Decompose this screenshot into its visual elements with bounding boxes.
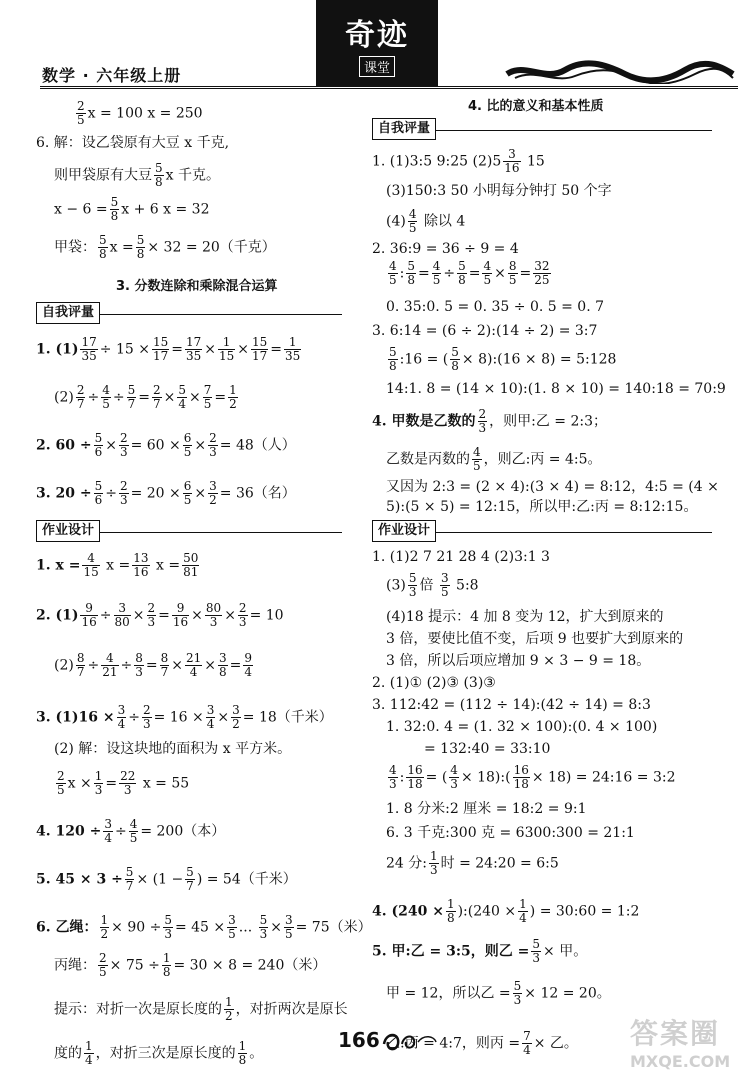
answer-line: 5. 45 × 3 ÷ $\frac{5}{7}$ × (1 − $\frac{5}{7}$ ) = 54（千米） [36, 865, 297, 893]
answer-line: 2. (1)① (2)③ (3)③ [372, 675, 496, 691]
answer-line: 14:1. 8 = (14 × 10):(1. 8 × 10) = 140:18 = 70:9 [386, 381, 726, 397]
answer-line: (3)150:3 50 小明每分钟打 50 个字 [386, 183, 612, 199]
answer-line: $\frac{5}{8}$ :16 = ( $\frac{5}{8}$ × 8):(16 × 8) = 5:128 [389, 345, 617, 373]
logo-main-text: 奇迹 [345, 17, 409, 53]
answer-line: 3. (1)16 × $\frac{3}{4}$ ÷ $\frac{2}{3}$ = 16 × $\frac{3}{4}$ × $\frac{3}{2}$ = 18（千米） [36, 703, 333, 731]
answer-line: 甲 = 12，所以乙 = $\frac{5}{3}$ × 12 = 20。 [386, 979, 611, 1007]
answer-line: 5):(5 × 5) = 12:15，所以甲:乙:丙 = 8:12:15。 [386, 499, 698, 515]
answer-line: 3 倍，所以后项应增加 9 × 3 − 9 = 18。 [386, 653, 651, 669]
answer-line: 4. 120 ÷ $\frac{3}{4}$ ÷ $\frac{4}{5}$ = 200（本） [36, 817, 226, 845]
answer-line: 丙绳： $\frac{2}{5}$ × 75 ÷ $\frac{1}{8}$ = 30 × 8 = 240（米） [54, 951, 327, 979]
answer-line: 1. 32:0. 4 = (1. 32 × 100):(0. 4 × 100) [386, 719, 658, 735]
answer-line: 4. (240 × $\frac{1}{8}$ ):(240 × $\frac{1}{4}$ ) = 30:60 = 1:2 [372, 897, 640, 925]
section-title: 4. 比的意义和基本性质 [468, 99, 604, 114]
answer-line: (4) $\frac{4}{5}$ 除以 4 [386, 207, 466, 235]
answer-line: 甲袋： $\frac{5}{8}$ x = $\frac{5}{8}$ × 32 = 20（千克） [54, 233, 276, 261]
answer-line: 3. 112:42 = (112 ÷ 14):(42 ÷ 14) = 8:3 [372, 697, 651, 713]
answer-line: 则甲袋原有大豆 $\frac{5}{8}$ x 千克。 [54, 161, 220, 189]
answer-line: 2. 36:9 = 36 ÷ 9 = 4 [372, 241, 519, 257]
answer-line: 度的 $\frac{1}{4}$ ，对折三次是原长度的 $\frac{1}{8}$ 。 [54, 1039, 264, 1067]
fraction: $\frac{2}{5}$ [77, 99, 85, 127]
section-title: 3. 分数连除和乘除混合运算 [116, 279, 278, 294]
page-ornament-icon [380, 1030, 440, 1054]
watermark [630, 1012, 740, 1074]
answer-line: 3. 6:14 = (6 ÷ 2):(14 ÷ 2) = 3:7 [372, 323, 598, 339]
answer-line: 1. x = $\frac{4}{15}$ x = $\frac{13}{16}$ x = $\frac{50}{81}$ [36, 551, 199, 579]
answer-line: 3 倍，要使比值不变，后项 9 也要扩大到原来的 [386, 631, 684, 647]
answer-line: 6. 3 千克:300 克 = 6300:300 = 21:1 [386, 825, 635, 841]
answer-line: 乙:丙 = 4:7，则丙 = $\frac{7}{4}$ × 乙。 [386, 1029, 578, 1057]
answer-line: 1. (1) $\frac{17}{35}$ ÷ 15 × $\frac{15}{17}$ = $\frac{17}{35}$ × $\frac{1}{15}$ × $\frac{15}{17}$ = $\frac{1}{35}$ [36, 335, 301, 363]
answer-line: $\frac{4}{5}$ : $\frac{5}{8}$ = $\frac{4}{5}$ ÷ $\frac{5}{8}$ = $\frac{4}{5}$ × $\frac{8}{5}$ = $\frac{32}{25}$ [389, 259, 550, 287]
watermark-url: MXQE.COM [630, 1052, 731, 1071]
self-eval-label: 自我评量 [36, 302, 100, 324]
answer-line: (2) $\frac{2}{7}$ ÷ $\frac{4}{5}$ ÷ $\frac{5}{7}$ = $\frac{2}{7}$ × $\frac{5}{4}$ × $\frac{7}{5}$ = $\frac{1}{2}$ [54, 383, 237, 411]
answer-line: 5. 甲:乙 = 3:5，则乙 = $\frac{5}{3}$ × 甲。 [372, 937, 588, 965]
answer-line: 4. 甲数是乙数的 $\frac{2}{3}$ ，则甲:乙 = 2:3； [372, 407, 608, 435]
answer-line: $\frac{2}{5}$ x = 100 x = 250 [77, 99, 203, 127]
answer-line: 乙数是丙数的 $\frac{4}{5}$ ，则乙:丙 = 4:5。 [386, 445, 602, 473]
header-rule [40, 86, 738, 89]
answer-line: 1. 8 分米:2 厘米 = 18:2 = 9:1 [386, 801, 587, 817]
subject-title: 数学 · 六年级上册 [42, 66, 182, 85]
answer-line: (2) $\frac{8}{7}$ ÷ $\frac{4}{21}$ ÷ $\frac{8}{3}$ = $\frac{8}{7}$ × $\frac{21}{4}$ × $\frac{3}{8}$ = $\frac{9}{4}$ [54, 651, 253, 679]
homework-label: 作业设计 [36, 520, 100, 542]
header-decoration-icon [505, 60, 735, 84]
answer-line: 1. (1)2 7 21 28 4 (2)3:1 3 [372, 549, 550, 565]
answer-line: $\frac{4}{3}$ : $\frac{16}{18}$ = ( $\frac{4}{3}$ × 18):( $\frac{16}{18}$ × 18) = 24:16 = 3:2 [389, 763, 676, 791]
answer-line: 0. 35:0. 5 = 0. 35 ÷ 0. 5 = 0. 7 [386, 299, 604, 315]
answer-line: x − 6 = $\frac{5}{8}$ x + 6 x = 32 [54, 195, 210, 223]
answer-line: 提示：对折一次是原长度的 $\frac{1}{2}$ ，对折两次是原长 [54, 995, 348, 1023]
answer-line: $\frac{2}{5}$ x × $\frac{1}{3}$ = $\frac{22}{3}$ x = 55 [57, 769, 190, 797]
answer-line: (4)18 提示：4 加 8 变为 12，扩大到原来的 [386, 609, 664, 625]
answer-line: 3. 20 ÷ $\frac{5}{6}$ ÷ $\frac{2}{3}$ = 20 × $\frac{6}{5}$ × $\frac{3}{2}$ = 36（名） [36, 479, 296, 507]
answer-line: (2) 解：设这块地的面积为 x 平方米。 [54, 741, 292, 757]
answer-line: = 132:40 = 33:10 [424, 741, 551, 757]
answer-line: 2. 60 ÷ $\frac{5}{6}$ × $\frac{2}{3}$ = 60 × $\frac{6}{5}$ × $\frac{2}{3}$ = 48（人） [36, 431, 296, 459]
answer-line: 24 分: $\frac{1}{3}$ 时 = 24:20 = 6:5 [386, 849, 559, 877]
answer-line: 1. (1)3:5 9:25 (2)5 $\frac{3}{16}$ 15 [372, 147, 545, 175]
page-header [0, 0, 750, 92]
answer-line: (3) $\frac{5}{3}$ 倍 $\frac{3}{5}$ 5:8 [386, 571, 479, 599]
self-eval-label: 自我评量 [372, 118, 436, 140]
logo-sub-text: 课堂 [359, 56, 395, 77]
watermark-text: 答案圈 [630, 1017, 721, 1050]
answer-line: 6. 解：设乙袋原有大豆 x 千克, [36, 135, 230, 151]
answer-line: 6. 乙绳： $\frac{1}{2}$ × 90 ÷ $\frac{5}{3}$ = 45 × $\frac{3}{5}$ ... $\frac{5}{3}$ × $\frac{3}{5}$ = 75（米） [36, 913, 372, 941]
homework-label: 作业设计 [372, 520, 436, 542]
brand-logo [316, 0, 438, 86]
answer-line: 又因为 2:3 = (2 × 4):(3 × 4) = 8:12，4:5 = (4 × [386, 479, 719, 495]
page-number: 166 [338, 1028, 380, 1052]
answer-line: 2. (1) $\frac{9}{16}$ ÷ $\frac{3}{80}$ × $\frac{2}{3}$ = $\frac{9}{16}$ × $\frac{80}{3}$ × $\frac{2}{3}$ = 10 [36, 601, 284, 629]
